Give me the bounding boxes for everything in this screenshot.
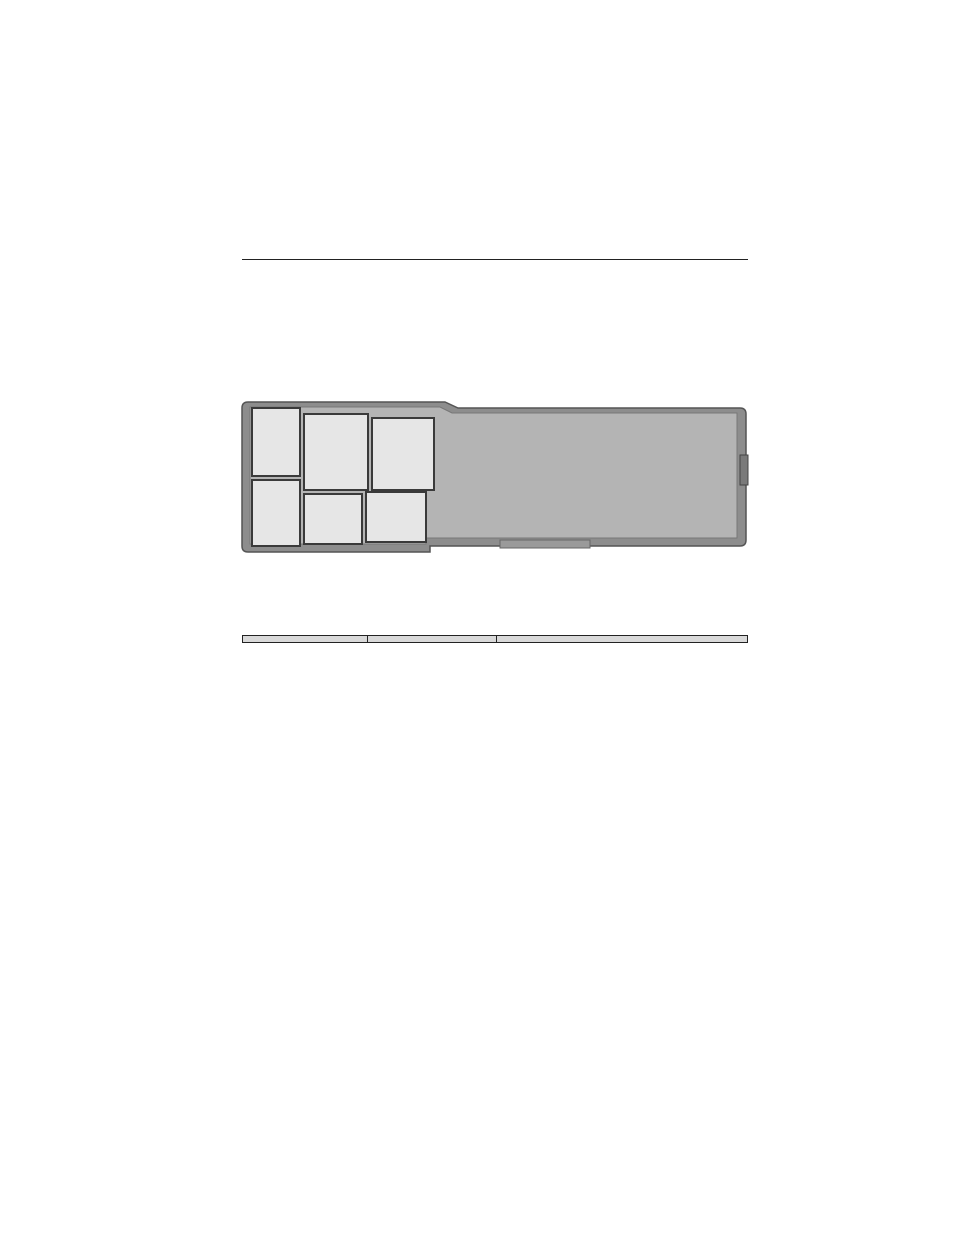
relay-r4	[252, 480, 300, 546]
fuse-table	[242, 635, 748, 643]
fuse-panel-diagram	[240, 380, 750, 560]
panel-latch	[740, 455, 748, 485]
relay-r1	[372, 418, 434, 490]
table-header-row	[243, 636, 748, 643]
relay-r2	[304, 414, 368, 490]
intro-paragraph	[242, 293, 762, 313]
panel-tab	[500, 540, 590, 548]
column-header-number	[243, 636, 368, 643]
column-header-rating	[368, 636, 497, 643]
relay-r3	[252, 408, 300, 476]
column-header-components	[497, 636, 748, 643]
header-rule	[242, 259, 748, 260]
relay-r5	[304, 494, 362, 544]
relay-r6	[366, 492, 426, 542]
